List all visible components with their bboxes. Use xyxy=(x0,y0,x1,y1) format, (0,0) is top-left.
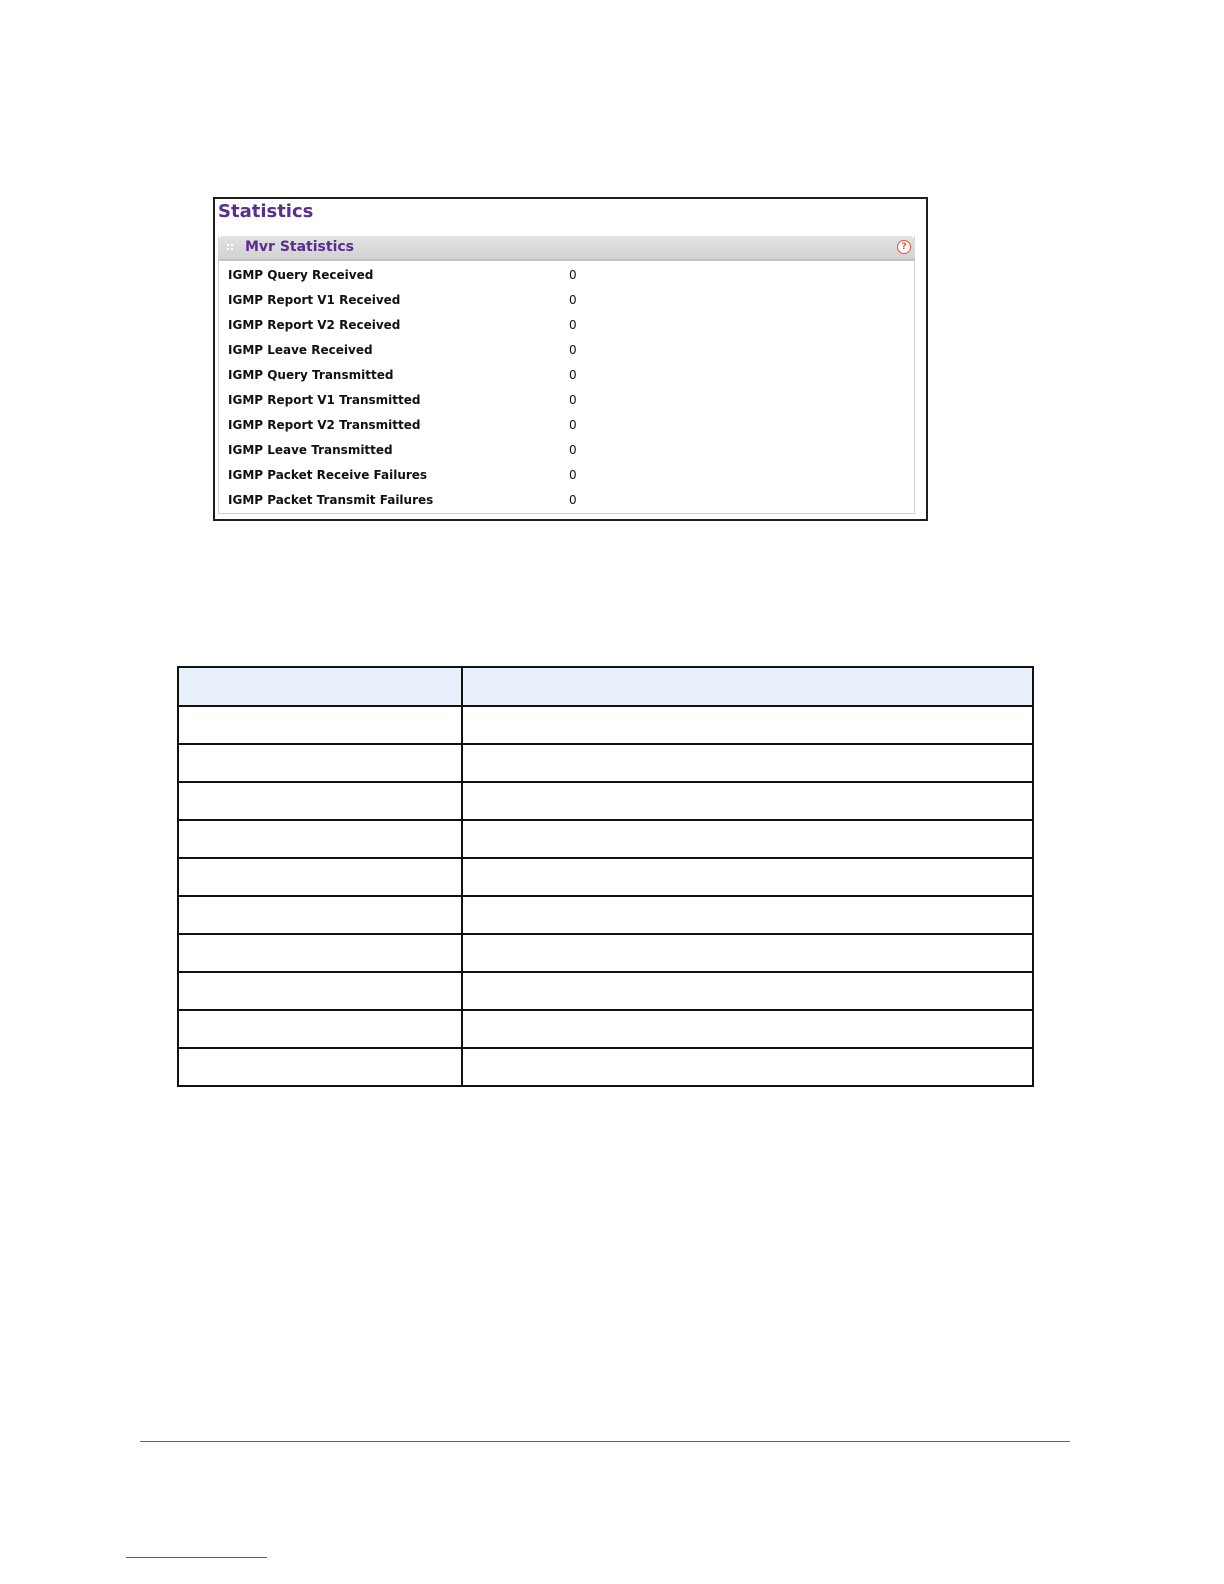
drag-handle-icon[interactable] xyxy=(227,244,235,252)
table-cell xyxy=(178,896,462,934)
stat-row-packet-receive-failures xyxy=(228,468,908,493)
table-header-cell xyxy=(462,667,1033,706)
stat-value: 0 xyxy=(569,318,577,332)
stat-label: IGMP Packet Transmit Failures xyxy=(228,493,434,507)
stat-label: IGMP Packet Receive Failures xyxy=(228,468,428,482)
table-cell xyxy=(178,820,462,858)
stat-value: 0 xyxy=(569,393,577,407)
panel-title: Mvr Statistics xyxy=(245,239,355,255)
stat-label: IGMP Report V2 Transmitted xyxy=(228,418,421,432)
table-cell xyxy=(178,858,462,896)
table-row xyxy=(178,782,1033,820)
statistics-screenshot xyxy=(213,197,928,521)
table-cell xyxy=(178,972,462,1010)
table-row xyxy=(178,972,1033,1010)
table-cell xyxy=(178,782,462,820)
stat-row-query-received xyxy=(228,268,908,293)
stat-label: IGMP Query Transmitted xyxy=(228,368,394,382)
mvr-statistics-panel xyxy=(218,236,915,514)
stat-row-leave-transmitted xyxy=(228,443,908,468)
panel-header xyxy=(218,236,915,261)
table-cell xyxy=(462,820,1033,858)
table-row xyxy=(178,1010,1033,1048)
stat-value: 0 xyxy=(569,418,577,432)
stat-value: 0 xyxy=(569,293,577,307)
table-cell xyxy=(178,934,462,972)
stat-label: IGMP Report V2 Received xyxy=(228,318,401,332)
table-header-row xyxy=(178,667,1033,706)
stat-label: IGMP Report V1 Received xyxy=(228,293,401,307)
table-cell xyxy=(462,896,1033,934)
field-description-table xyxy=(177,666,1034,1087)
table-cell xyxy=(462,934,1033,972)
footer-divider xyxy=(140,1441,1070,1442)
table-row xyxy=(178,1048,1033,1086)
stat-row-leave-received xyxy=(228,343,908,368)
stat-row-packet-transmit-failures xyxy=(228,493,908,518)
footer-link-underline[interactable] xyxy=(126,1557,267,1558)
stat-row-report-v1-received xyxy=(228,293,908,318)
stat-label: IGMP Report V1 Transmitted xyxy=(228,393,421,407)
stat-value: 0 xyxy=(569,493,577,507)
table-header-cell xyxy=(178,667,462,706)
stat-label: IGMP Query Received xyxy=(228,268,374,282)
table-cell xyxy=(178,1048,462,1086)
stat-value: 0 xyxy=(569,368,577,382)
stat-row-report-v1-transmitted xyxy=(228,393,908,418)
stat-value: 0 xyxy=(569,268,577,282)
table-row xyxy=(178,896,1033,934)
stat-value: 0 xyxy=(569,343,577,357)
table-cell xyxy=(178,706,462,744)
stat-row-query-transmitted xyxy=(228,368,908,393)
table-cell xyxy=(462,1010,1033,1048)
stat-row-report-v2-transmitted xyxy=(228,418,908,443)
stat-label: IGMP Leave Received xyxy=(228,343,373,357)
stat-row-report-v2-received xyxy=(228,318,908,343)
help-icon[interactable]: ? xyxy=(897,240,911,254)
table-row xyxy=(178,858,1033,896)
stat-value: 0 xyxy=(569,468,577,482)
stat-value: 0 xyxy=(569,443,577,457)
table-cell xyxy=(462,706,1033,744)
table-cell xyxy=(462,744,1033,782)
table-row xyxy=(178,744,1033,782)
table-cell xyxy=(462,1048,1033,1086)
table-row xyxy=(178,934,1033,972)
table-cell xyxy=(462,972,1033,1010)
table-cell xyxy=(178,744,462,782)
stat-label: IGMP Leave Transmitted xyxy=(228,443,393,457)
page-title: Statistics xyxy=(218,201,314,222)
table-cell xyxy=(178,1010,462,1048)
table-row xyxy=(178,706,1033,744)
table-row xyxy=(178,820,1033,858)
table-cell xyxy=(462,782,1033,820)
table-cell xyxy=(462,858,1033,896)
